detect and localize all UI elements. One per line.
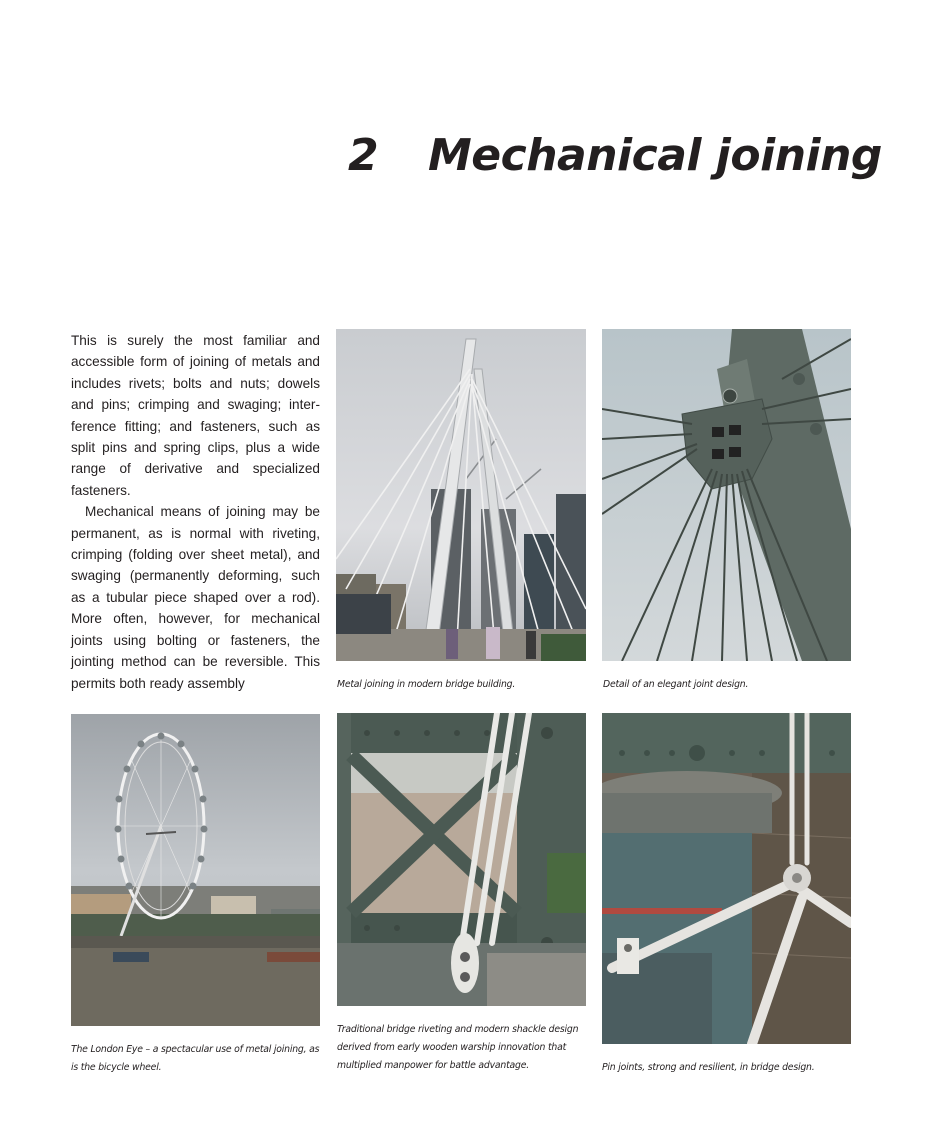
chapter-number: 2 — [348, 130, 379, 181]
pin-joints-caption: Pin joints, strong and resilient, in bridge design. — [602, 1062, 815, 1073]
chapter-title: Mechanical joining — [428, 130, 882, 181]
london-eye-photo — [71, 714, 320, 1026]
body-paragraph-2: Mechanical means of joining may be permanent, as is normal with riveting, crimping (folding over sheet metal), and swaging (permanently deforming, such as a tubular piece shaped over a rod). More often, however, for mechanical joints using bolting or fasteners, the jointing method can be reversible. This permits both ready assembly — [71, 504, 320, 691]
london-eye-caption: The London Eye – a spectacular use of metal joining, as is the bicycle wheel. — [71, 1044, 320, 1073]
joint-detail-photo — [602, 329, 851, 661]
bridge-building-caption: Metal joining in modern bridge building. — [337, 679, 516, 690]
body-text — [71, 330, 320, 694]
joint-detail-caption: Detail of an elegant joint design. — [603, 679, 749, 690]
riveting-shackle-caption: Traditional bridge riveting and modern shackle design derived from early wooden warship innovation that multiplied manpower for battle advantage. — [337, 1024, 579, 1071]
bridge-building-photo — [336, 329, 586, 661]
chapter-heading — [340, 130, 882, 200]
body-paragraph-1: This is surely the most familiar and accessible form of joining of metals and includes rivets; bolts and nuts; dowels and pins; crimping and swaging; interference fitting; and fasteners, such as split pins and spring clips, plus a wide range of derivative and specialized fasteners. — [71, 333, 320, 498]
pin-joints-photo — [602, 713, 851, 1044]
riveting-shackle-photo — [337, 713, 586, 1006]
